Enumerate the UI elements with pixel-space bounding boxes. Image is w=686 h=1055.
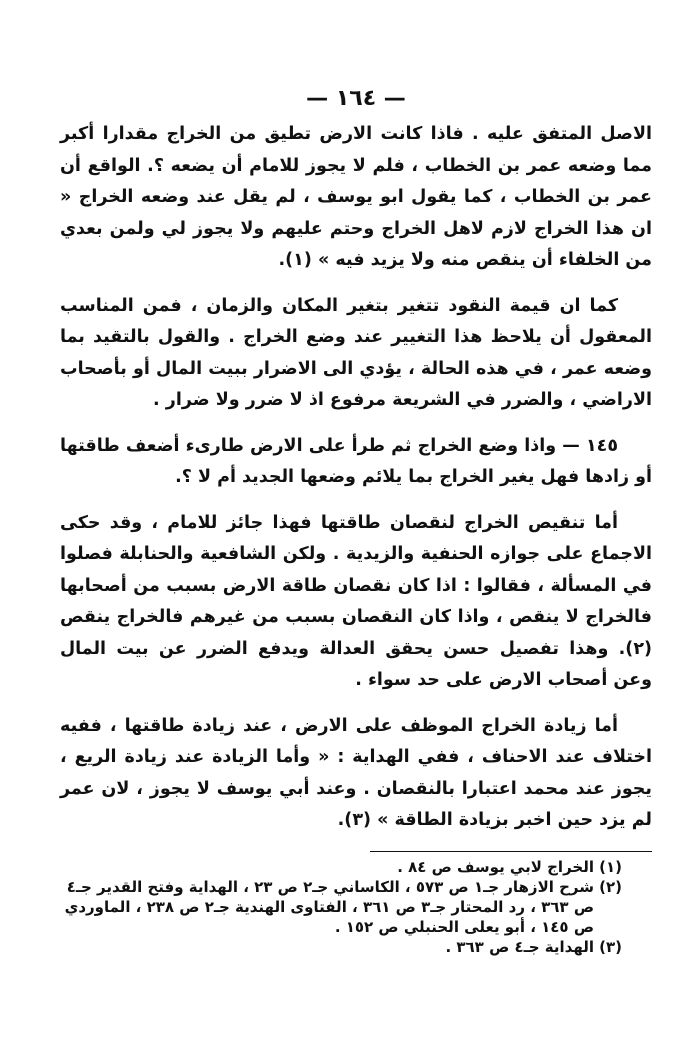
footnote-separator: [370, 851, 652, 852]
paragraph-1: الاصل المتفق عليه . فاذا كانت الارض تطيق من الخراج مقدارا أكبر مما وضعه عمر بن الخطاب ، فلم لا يجوز للامام أن يضعه ؟. الواقع أن عمر بن الخطاب ، كما يقول ابو يوسف ، لم يقل عند وضعه الخراج « ان هذا الخراج لازم لاهل الخراج وحتم عليهم ولا يجوز لي ولمن بعدي من الخلفاء أن ينقص منه ولا يزيد فيه » (١).: [60, 124, 652, 270]
page-number: — ١٦٤ —: [306, 86, 406, 111]
footnotes: [60, 857, 652, 957]
footnote-number: (٣): [599, 937, 622, 956]
footnote-text: الهداية جـ٤ ص ٣٦٣ .: [445, 937, 594, 956]
book-page: [60, 86, 652, 957]
footnote-number: (٢): [599, 877, 622, 896]
paragraph-2: كما ان قيمة النقود تتغير بتغير المكان والزمان ، فمن المناسب المعقول أن يلاحظ هذا التغيير عند وضع الخراج . والقول بالتقيد بما وضعه عمر ، في هذه الحالة ، يؤدي الى الاضرار ببيت المال أو بأصحاب الاراضي ، والضرر في الشريعة مرفوع اذ لا ضرر ولا ضرار .: [60, 295, 652, 410]
footnote-number: (١): [599, 857, 622, 876]
footnote-3: [60, 937, 622, 957]
paragraph-5: أما زيادة الخراج الموظف على الارض ، عند زيادة طاقتها ، ففيه اختلاف عند الاحناف ، ففي الهداية : « وأما الزيادة عند زيادة الريع ، يجوز عند محمد اعتبارا بالنقصان . وعند أبي يوسف لا يجوز ، لان عمر لم يزد حين اخبر بزيادة الطاقة » (٣).: [60, 715, 652, 830]
footnote-text: شرح الازهار جـ١ ص ٥٧٣ ، الكاساني جـ٢ ص ٢٣ ، الهداية وفتح القدير جـ٤ ص ٣٦٣ ، رد المحتار جـ٣ ص ٣٦١ ، الفتاوى الهندية جـ٢ ص ٢٣٨ ، الماوردي ص ١٤٥ ، أبو يعلى الحنبلي ص ١٥٢ .: [64, 877, 594, 936]
footnote-2: [60, 877, 622, 937]
paragraph-4: أما تنقيص الخراج لنقصان طاقتها فهذا جائز للامام ، وقد حكى الاجماع على جوازه الحنفية والزيدية . ولكن الشافعية والحنابلة فصلوا في المسألة ، فقالوا : اذا كان نقصان طاقة الارض بسبب من أصحابها فالخراج لا ينقص ، واذا كان النقصان بسبب من غيرهم فالخراج ينقص (٢). وهذا تفصيل حسن يحقق العدالة ويدفع الضرر عن بيت المال وعن أصحاب الارض على حد سواء .: [60, 512, 652, 690]
footnote-1: [60, 857, 622, 877]
paragraph-3: ١٤٥ — واذا وضع الخراج ثم طرأ على الارض طارىء أضعف طاقتها أو زادها فهل يغير الخراج بما يلائم وضعها الجديد أم لا ؟.: [60, 435, 652, 487]
footnote-text: الخراج لابي يوسف ص ٨٤ .: [397, 857, 594, 876]
footnote-separator-wrap: [60, 851, 652, 852]
